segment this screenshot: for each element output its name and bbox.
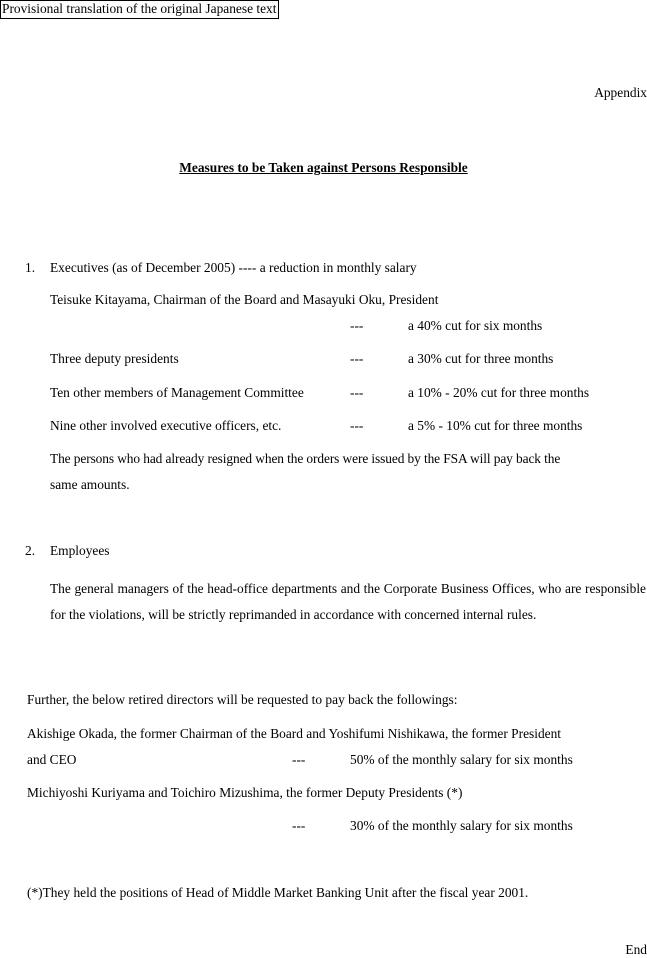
retired-entry2-line1: Michiyoshi Kuriyama and Toichiro Mizushima, the former Deputy Presidents (*): [27, 785, 463, 800]
appendix-label: Appendix: [594, 85, 647, 100]
resigned-note-line2: same amounts.: [50, 477, 130, 492]
exec-row-4-cut: a 5% - 10% cut for three months: [408, 418, 583, 433]
retired-entry1-dash: ---: [292, 752, 306, 767]
exec-row-2-dash: ---: [350, 351, 364, 366]
exec-row-1-dash: ---: [350, 318, 364, 333]
document-title: Measures to be Taken against Persons Responsible: [179, 160, 468, 175]
section2-heading: Employees: [50, 543, 110, 558]
exec-row-3-dash: ---: [350, 385, 364, 400]
further-intro: Further, the below retired directors will be requested to pay back the followings:: [27, 692, 458, 707]
exec-row-1-who: Teisuke Kitayama, Chairman of the Board and Masayuki Oku, President: [50, 292, 439, 307]
retired-entry1-line1: Akishige Okada, the former Chairman of the Board and Yoshifumi Nishikawa, the former President: [27, 726, 562, 741]
exec-row-3-cut: a 10% - 20% cut for three months: [408, 385, 590, 400]
section2-number: 2.: [25, 543, 36, 558]
exec-row-4-dash: ---: [350, 418, 364, 433]
retired-entry2-amount: 30% of the monthly salary for six months: [350, 818, 573, 833]
section1-heading: Executives (as of December 2005) ---- a reduction in monthly salary: [50, 260, 417, 275]
exec-row-2-cut: a 30% cut for three months: [408, 351, 554, 366]
end-label: End: [625, 942, 647, 957]
employees-paragraph: The general managers of the head-office departments and the Corporate Business Offices, who are responsible for the violations, will be strictly reprimanded in accordance with concerned internal rules.: [50, 581, 646, 622]
retired-entry1-amount: 50% of the monthly salary for six months: [350, 752, 573, 767]
exec-row-1-cut: a 40% cut for six months: [408, 318, 543, 333]
retired-entry1-line2: and CEO: [27, 752, 77, 767]
resigned-note-line1: The persons who had already resigned when the orders were issued by the FSA will pay back the: [50, 451, 561, 466]
retired-entry2-dash: ---: [292, 818, 306, 833]
translation-note-box: Provisional translation of the original Japanese text: [0, 0, 279, 19]
exec-row-3-who: Ten other members of Management Committee: [50, 385, 304, 400]
exec-row-2-who: Three deputy presidents: [50, 351, 179, 366]
footnote: (*)They held the positions of Head of Middle Market Banking Unit after the fiscal year 2001.: [27, 885, 529, 900]
section1-number: 1.: [25, 260, 36, 275]
exec-row-4-who: Nine other involved executive officers, etc.: [50, 418, 282, 433]
